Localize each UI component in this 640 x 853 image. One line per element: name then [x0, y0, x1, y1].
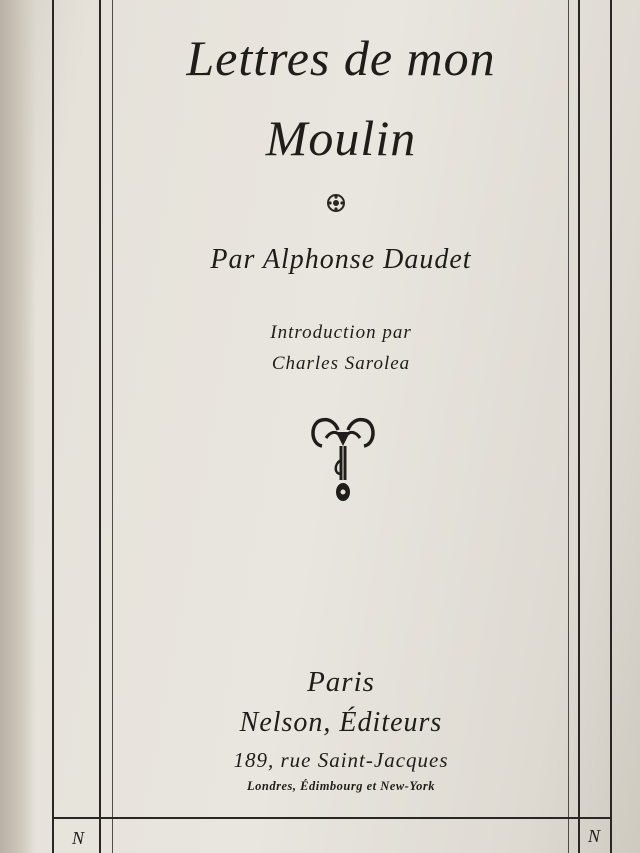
imprint-city: Paris	[307, 666, 375, 698]
book-title-line-2: Moulin	[265, 110, 417, 166]
frame-outer-right-rule	[610, 0, 612, 853]
imprint-publisher: Nelson, Éditeurs	[239, 707, 443, 738]
imprint-address: 189, rue Saint-Jacques	[233, 748, 449, 772]
book-title-line-1: Lettres de mon	[186, 30, 496, 86]
floral-rosette-icon	[325, 192, 347, 214]
author-line: Par Alphonse Daudet	[210, 244, 472, 275]
introduction-line-1: Introduction par	[270, 322, 412, 343]
signature-mark-left: N	[72, 828, 85, 848]
spine-shadow	[0, 0, 36, 853]
frame-inner-left-rule	[99, 0, 101, 853]
frame-inner-right-rule	[578, 0, 580, 853]
imprint-cities: Londres, Édimbourg et New-York	[247, 779, 435, 793]
title-page-content	[110, 0, 572, 853]
frame-outer-left-rule	[52, 0, 54, 853]
printer-device-icon	[308, 408, 378, 510]
signature-mark-right: N	[588, 826, 601, 846]
introduction-line-2: Charles Sarolea	[271, 353, 411, 374]
